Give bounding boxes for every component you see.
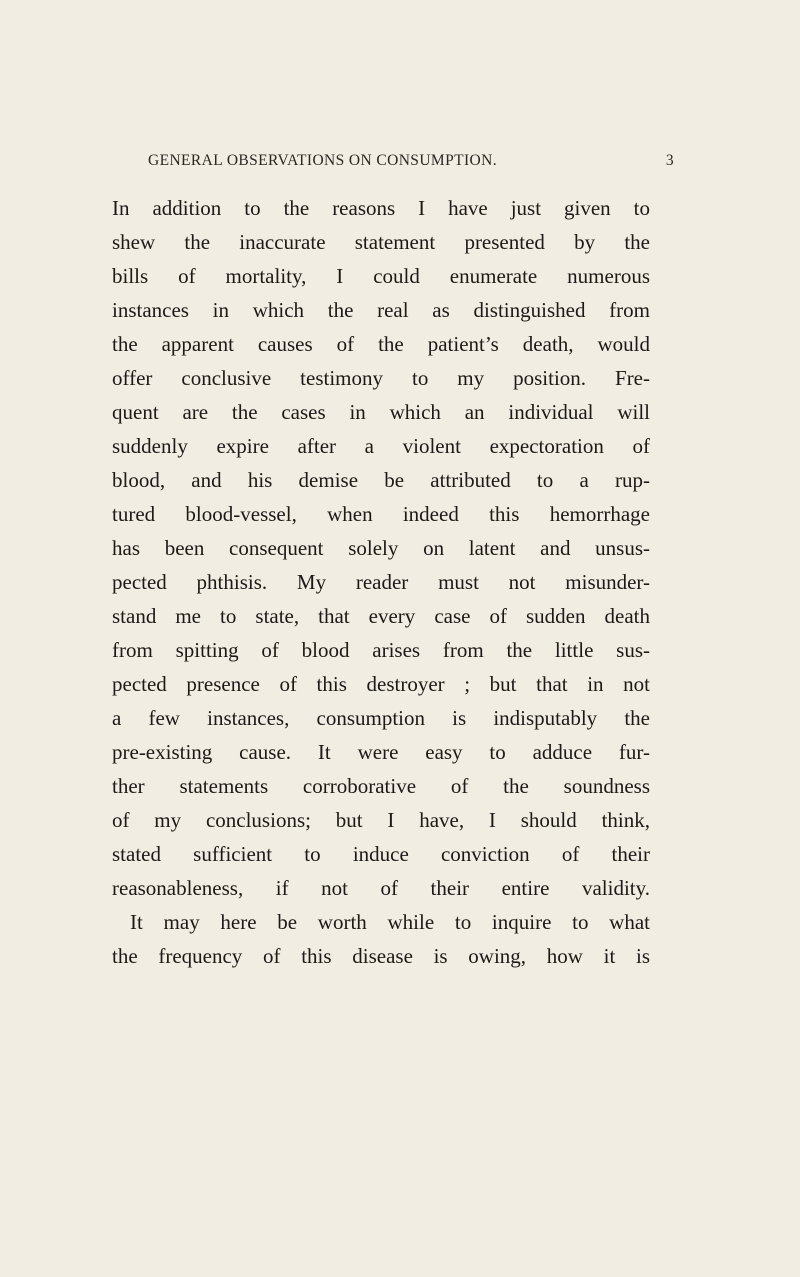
text-line: shew the inaccurate statement presented by the: [112, 230, 650, 254]
text-line: ther statements corroborative of the soundness: [112, 774, 650, 798]
text-line: pre-existing cause. It were easy to adduce fur-: [112, 740, 650, 764]
text-line: stand me to state, that every case of sudden death: [112, 604, 650, 628]
running-title: GENERAL OBSERVATIONS ON CONSUMPTION.: [148, 152, 498, 169]
text-line: the apparent causes of the patient’s death, would: [112, 332, 650, 356]
page-number: 3: [665, 152, 674, 169]
text-line: the frequency of this disease is owing, how it is: [112, 944, 650, 968]
text-line: In addition to the reasons I have just given to: [112, 196, 650, 220]
text-line: pected presence of this destroyer ; but that in not: [112, 672, 650, 696]
text-line: instances in which the real as distinguished from: [112, 298, 650, 322]
paragraph-start-line: It may here be worth while to inquire to what: [130, 910, 650, 934]
text-line: offer conclusive testimony to my position. Fre-: [112, 366, 650, 390]
text-line: from spitting of blood arises from the little sus-: [112, 638, 650, 662]
text-line: blood, and his demise be attributed to a rup-: [112, 468, 650, 492]
text-line: tured blood-vessel, when indeed this hemorrhage: [112, 502, 650, 526]
text-line: reasonableness, if not of their entire validity.: [112, 876, 650, 900]
text-line: of my conclusions; but I have, I should think,: [112, 808, 650, 832]
text-line: stated sufficient to induce conviction of their: [112, 842, 650, 866]
text-line: has been consequent solely on latent and unsus-: [112, 536, 650, 560]
body-text: [112, 191, 650, 973]
running-head: [148, 152, 674, 176]
text-line: a few instances, consumption is indisputably the: [112, 706, 650, 730]
text-line: bills of mortality, I could enumerate numerous: [112, 264, 650, 288]
text-line: quent are the cases in which an individual will: [112, 400, 650, 424]
text-line: pected phthisis. My reader must not misunder-: [112, 570, 650, 594]
text-line: suddenly expire after a violent expectoration of: [112, 434, 650, 458]
